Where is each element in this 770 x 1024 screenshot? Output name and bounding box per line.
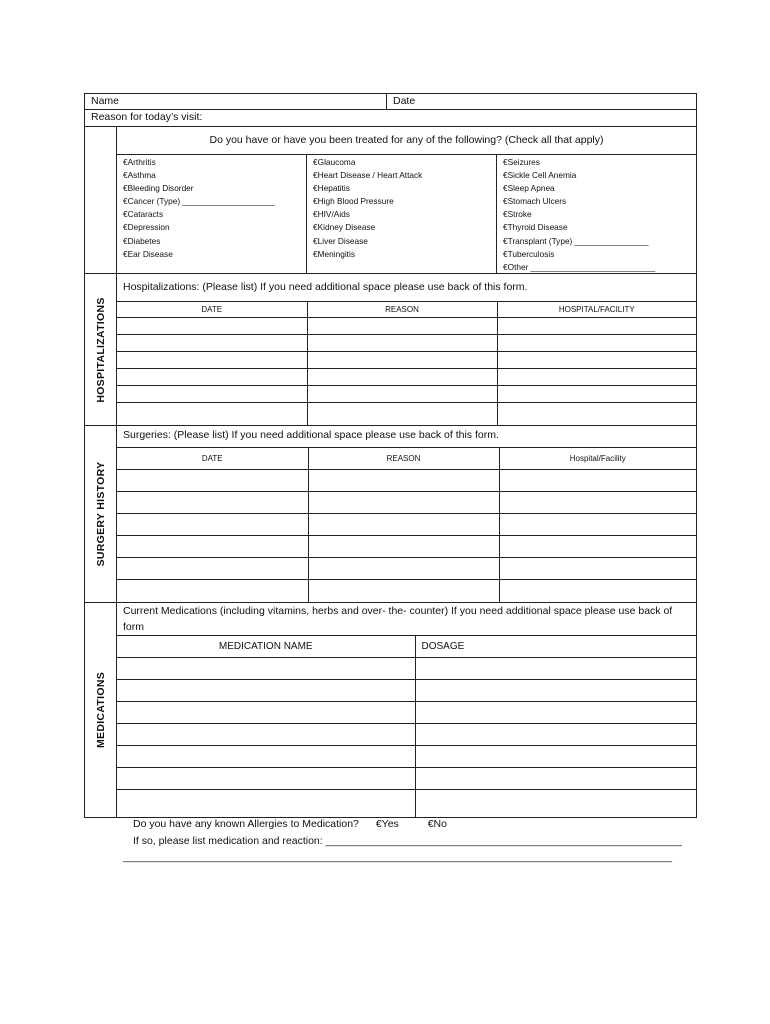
hospital-cell[interactable] xyxy=(497,403,696,425)
hospital-cell[interactable] xyxy=(499,514,696,536)
date-cell[interactable] xyxy=(117,580,308,602)
date-cell[interactable] xyxy=(117,514,308,536)
date-field[interactable] xyxy=(387,94,421,109)
name-field[interactable] xyxy=(85,94,387,109)
reason-cell[interactable] xyxy=(308,580,499,602)
column-header-reason: REASON xyxy=(307,302,497,318)
allergies-yes-checkbox[interactable]: €Yes xyxy=(375,818,399,830)
date-cell[interactable] xyxy=(117,536,308,558)
conditions-grid xyxy=(117,155,696,273)
condition-checkbox-bleeding-disorder[interactable]: €Bleeding Disorder xyxy=(123,183,194,194)
condition-checkbox-glaucoma[interactable]: €Glaucoma xyxy=(313,157,356,167)
column-header-hospital: Hospital/Facility xyxy=(499,448,696,470)
dosage-cell[interactable] xyxy=(415,702,696,724)
date-cell[interactable] xyxy=(117,352,307,369)
condition-checkbox-meningitis[interactable]: €Meningitis xyxy=(313,248,355,259)
condition-checkbox-arthritis[interactable]: €Arthritis xyxy=(123,157,156,167)
dosage-cell[interactable] xyxy=(415,680,696,702)
table-row xyxy=(117,746,696,768)
medications-title: Current Medications (including vitamins, herbs and over- the- counter) If you need additional space please use back of form xyxy=(123,605,673,633)
hospital-cell[interactable] xyxy=(499,536,696,558)
table-row xyxy=(117,580,696,602)
table-row xyxy=(117,318,696,335)
dosage-cell[interactable] xyxy=(415,658,696,680)
condition-checkbox-high-blood-pressure[interactable]: €High Blood Pressure xyxy=(313,196,394,207)
allergies-question: Do you have any known Allergies to Medication? xyxy=(133,818,359,830)
date-label: Date xyxy=(393,95,416,107)
reason-cell[interactable] xyxy=(308,536,499,558)
hospitalizations-table xyxy=(117,301,696,425)
hospital-cell[interactable] xyxy=(497,318,696,335)
table-row xyxy=(117,335,696,352)
table-row xyxy=(117,514,696,536)
column-header-medication-name: MEDICATION NAME xyxy=(117,636,415,658)
hospital-cell[interactable] xyxy=(499,492,696,514)
condition-checkbox-thyroid-disease[interactable]: €Thyroid Disease xyxy=(503,222,568,233)
surgery-history-side-label: SURGERY HISTORY xyxy=(94,461,107,567)
table-header-row xyxy=(117,448,696,470)
reason-cell[interactable] xyxy=(307,318,497,335)
medication-name-cell[interactable] xyxy=(117,724,415,746)
table-row xyxy=(117,768,696,790)
reason-row[interactable] xyxy=(85,110,696,127)
dosage-cell[interactable] xyxy=(415,768,696,790)
hospitalizations-side-label: HOSPITALIZATIONS xyxy=(94,296,107,403)
table-row xyxy=(117,702,696,724)
table-row xyxy=(117,558,696,580)
table-row xyxy=(117,536,696,558)
table-row xyxy=(117,403,696,425)
date-cell[interactable] xyxy=(117,558,308,580)
condition-checkbox-hiv-aids[interactable]: €HIV/Aids xyxy=(313,209,350,220)
date-cell[interactable] xyxy=(117,470,308,492)
column-header-reason: REASON xyxy=(308,448,499,470)
hospitalizations-side xyxy=(85,274,117,425)
reason-cell[interactable] xyxy=(308,492,499,514)
column-header-dosage: DOSAGE xyxy=(415,636,696,658)
medication-name-cell[interactable] xyxy=(117,746,415,768)
condition-checkbox-seizures[interactable]: €Seizures xyxy=(503,157,540,167)
allergies-list-line[interactable]: If so, please list medication and reaction: _____________________________________________________________ xyxy=(133,834,682,847)
dosage-cell[interactable] xyxy=(415,724,696,746)
dosage-cell[interactable] xyxy=(415,790,696,817)
condition-checkbox-stroke[interactable]: €Stroke xyxy=(503,209,532,220)
table-row xyxy=(117,724,696,746)
surgery-history-side xyxy=(85,426,117,602)
date-cell[interactable] xyxy=(117,369,307,386)
condition-checkbox-depression[interactable]: €Depression xyxy=(123,222,170,233)
hospital-cell[interactable] xyxy=(499,580,696,602)
table-row xyxy=(117,492,696,514)
reason-cell[interactable] xyxy=(308,558,499,580)
medications-side xyxy=(85,603,117,817)
conditions-column-3 xyxy=(497,155,696,273)
hospital-cell[interactable] xyxy=(497,386,696,403)
hospitalizations-title: Hospitalizations: (Please list) If you need additional space please use back of this form. xyxy=(123,281,528,293)
table-row xyxy=(117,352,696,369)
table-row xyxy=(117,470,696,492)
condition-checkbox-tuberculosis[interactable]: €Tuberculosis xyxy=(503,248,555,259)
condition-checkbox-asthma[interactable]: €Asthma xyxy=(123,170,156,181)
medication-name-cell[interactable] xyxy=(117,680,415,702)
conditions-side xyxy=(85,127,117,273)
date-cell[interactable] xyxy=(117,318,307,335)
condition-checkbox-transplant[interactable]: €Transplant (Type) ________________ xyxy=(503,235,649,246)
condition-checkbox-ear-disease[interactable]: €Ear Disease xyxy=(123,248,173,259)
date-cell[interactable] xyxy=(117,386,307,403)
surgery-title: Surgeries: (Please list) If you need additional space please use back of this form. xyxy=(123,429,499,441)
conditions-question: Do you have or have you been treated for any of the following? (Check all that apply) xyxy=(117,127,696,155)
conditions-column-2 xyxy=(307,155,497,273)
table-header-row xyxy=(117,636,696,658)
table-row xyxy=(117,658,696,680)
dosage-cell[interactable] xyxy=(415,746,696,768)
column-header-date: DATE xyxy=(117,302,307,318)
hospital-cell[interactable] xyxy=(497,369,696,386)
conditions-section xyxy=(85,127,696,274)
condition-checkbox-sickle-cell-anemia[interactable]: €Sickle Cell Anemia xyxy=(503,170,577,181)
patient-history-form xyxy=(84,93,697,818)
name-label: Name xyxy=(91,95,120,107)
condition-checkbox-liver-disease[interactable]: €Liver Disease xyxy=(313,235,368,246)
table-row xyxy=(117,386,696,403)
surgery-history-section xyxy=(85,426,696,603)
table-row xyxy=(117,790,696,817)
reason-cell[interactable] xyxy=(307,352,497,369)
conditions-column-1 xyxy=(117,155,307,273)
medication-name-cell[interactable] xyxy=(117,768,415,790)
table-row xyxy=(117,680,696,702)
medication-name-cell[interactable] xyxy=(117,790,415,817)
name-date-row xyxy=(85,94,696,110)
date-cell[interactable] xyxy=(117,335,307,352)
column-header-date: DATE xyxy=(117,448,308,470)
reason-cell[interactable] xyxy=(307,386,497,403)
medications-section xyxy=(85,603,696,817)
condition-checkbox-sleep-apnea[interactable]: €Sleep Apnea xyxy=(503,183,555,194)
condition-checkbox-cancer[interactable]: €Cancer (Type) ____________________ xyxy=(123,196,275,207)
medications-side-label: MEDICATIONS xyxy=(94,671,107,749)
reason-cell[interactable] xyxy=(308,470,499,492)
table-header-row xyxy=(117,302,696,318)
allergies-no-checkbox[interactable]: €No xyxy=(427,818,447,830)
date-cell[interactable] xyxy=(117,492,308,514)
condition-checkbox-heart-disease[interactable]: €Heart Disease / Heart Attack xyxy=(313,170,423,181)
medication-name-cell[interactable] xyxy=(117,658,415,680)
condition-checkbox-diabetes[interactable]: €Diabetes xyxy=(123,235,161,246)
date-cell[interactable] xyxy=(117,403,307,425)
allergies-extra-line[interactable]: ______________________________________________________________________________________________ xyxy=(123,851,672,863)
hospital-cell[interactable] xyxy=(497,352,696,369)
hospital-cell[interactable] xyxy=(497,335,696,352)
condition-checkbox-hepatitis[interactable]: €Hepatitis xyxy=(313,183,350,194)
allergies-block xyxy=(133,816,682,849)
hospitalizations-section xyxy=(85,274,696,426)
reason-cell[interactable] xyxy=(307,369,497,386)
reason-cell[interactable] xyxy=(307,335,497,352)
table-row xyxy=(117,369,696,386)
surgery-table xyxy=(117,447,696,602)
condition-checkbox-kidney-disease[interactable]: €Kidney Disease xyxy=(313,222,376,233)
reason-label: Reason for today’s visit: xyxy=(91,111,203,123)
hospital-cell[interactable] xyxy=(499,558,696,580)
condition-checkbox-other[interactable]: €Other ___________________________ xyxy=(503,261,656,272)
medications-table xyxy=(117,635,696,817)
condition-checkbox-cataracts[interactable]: €Cataracts xyxy=(123,209,164,220)
medication-name-cell[interactable] xyxy=(117,702,415,724)
reason-cell[interactable] xyxy=(307,403,497,425)
column-header-hospital: HOSPITAL/FACILITY xyxy=(497,302,696,318)
reason-cell[interactable] xyxy=(308,514,499,536)
hospital-cell[interactable] xyxy=(499,470,696,492)
condition-checkbox-stomach-ulcers[interactable]: €Stomach Ulcers xyxy=(503,196,567,207)
